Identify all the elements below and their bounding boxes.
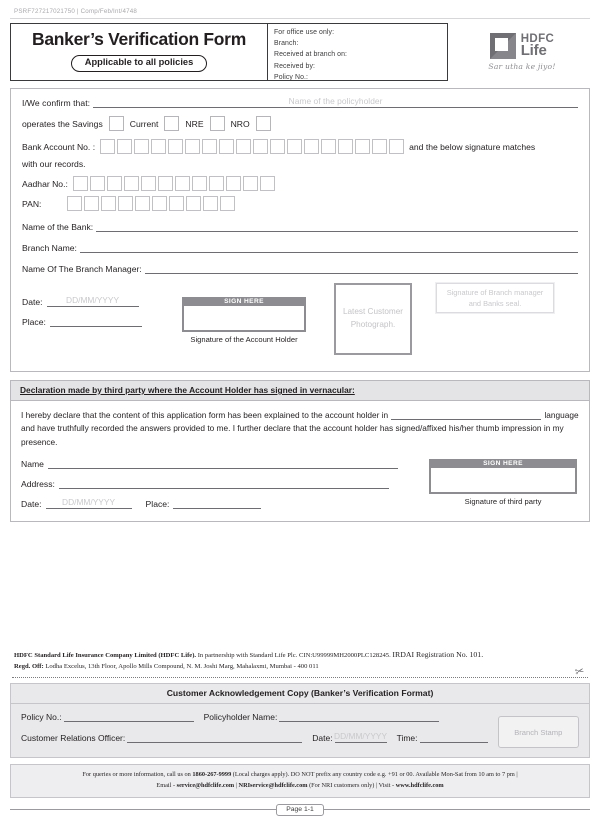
- declaration-body: [11, 401, 589, 521]
- place-row: [22, 317, 182, 327]
- third-party-signature-block: [429, 459, 577, 506]
- declaration-place-label: Place:: [146, 499, 170, 509]
- aadhar-row: [22, 176, 578, 191]
- contact-strip: [10, 764, 590, 797]
- ack-cro-label: Customer Relations Officer:: [21, 733, 125, 743]
- ack-date-input[interactable]: [335, 733, 387, 743]
- character-box[interactable]: [90, 176, 105, 191]
- checkbox-nro[interactable]: [256, 116, 271, 131]
- character-box[interactable]: [192, 176, 207, 191]
- character-box[interactable]: [270, 139, 285, 154]
- bank-name-row: [22, 222, 578, 232]
- office-use-received-on: Received at branch on:: [274, 49, 447, 60]
- branch-name-label: Branch Name:: [22, 243, 77, 253]
- office-use-title: For office use only:: [274, 27, 447, 38]
- legal-regd-off-label: Regd. Off:: [14, 663, 44, 670]
- ack-time-input[interactable]: [420, 733, 488, 743]
- third-party-signature-field[interactable]: [429, 468, 577, 494]
- declaration-heading: Declaration made by third party where the Account Holder has signed in vernacular:: [11, 381, 589, 401]
- character-box[interactable]: [141, 176, 156, 191]
- character-box[interactable]: [202, 139, 217, 154]
- logo-wordmark: [521, 34, 555, 58]
- acknowledgement-heading: Customer Acknowledgement Copy (Banker’s Verification Format): [11, 684, 589, 704]
- hdfc-logo-icon: [490, 33, 516, 59]
- declaration-name-input[interactable]: [48, 459, 398, 469]
- character-box[interactable]: [304, 139, 319, 154]
- contact-email-nri: NRIservice@hdfclife.com: [239, 782, 308, 789]
- date-place-column: [22, 283, 182, 337]
- character-box[interactable]: [186, 196, 201, 211]
- bank-account-label: Bank Account No. :: [22, 142, 95, 152]
- bank-name-label: Name of the Bank:: [22, 222, 93, 232]
- customer-photograph-box[interactable]: Latest Customer Photograph.: [334, 283, 412, 355]
- label-nre: NRE: [185, 119, 203, 129]
- third-party-signature-caption: Signature of third party: [429, 497, 577, 506]
- office-use-policy-no: Policy No.:: [274, 72, 447, 83]
- date-input[interactable]: [47, 297, 139, 307]
- legal-line-2: [14, 661, 586, 672]
- logo-hdfc-text: HDFC: [521, 34, 555, 45]
- logo-life-text: Life: [521, 44, 555, 58]
- contact-phone-number: 1860-267-9999: [192, 771, 231, 778]
- declaration-text: [21, 409, 579, 449]
- checkbox-nre[interactable]: [210, 116, 225, 131]
- ack-policy-no-label: Policy No.:: [21, 712, 62, 722]
- acknowledgement-fields: [21, 712, 498, 743]
- character-box[interactable]: [321, 139, 336, 154]
- character-box[interactable]: [243, 176, 258, 191]
- ack-date-label: Date:: [312, 733, 332, 743]
- third-party-sign-here-banner: SIGN HERE: [429, 459, 577, 468]
- applicability-badge: Applicable to all policies: [71, 55, 208, 72]
- checkbox-savings[interactable]: [109, 116, 124, 131]
- account-holder-signature-field[interactable]: [182, 306, 306, 332]
- character-box[interactable]: [203, 196, 218, 211]
- contact-email-label: Email -: [156, 782, 176, 789]
- contact-charges-text: (Local charges apply). DO NOT prefix any country code e.g. +91 or 00. Available Mon-Sat from 10 am to 7 pm |: [231, 771, 517, 778]
- page-footer: [10, 804, 590, 816]
- account-holder-signature-block: [182, 283, 306, 344]
- character-box[interactable]: [338, 139, 353, 154]
- policyholder-name-input[interactable]: [93, 98, 578, 108]
- pan-label: PAN:: [22, 199, 41, 209]
- branch-name-input[interactable]: [80, 243, 578, 253]
- footer-line-left: [10, 809, 276, 810]
- contact-visit-text: (For NRI customers only) | Visit -: [308, 782, 396, 789]
- declaration-date-placeholder: DD/MM/YYYY: [62, 497, 115, 507]
- place-label: Place:: [22, 317, 46, 327]
- character-box[interactable]: [260, 176, 275, 191]
- contact-email-service: service@hdfclife.com: [177, 782, 234, 789]
- ack-policy-row: [21, 712, 498, 722]
- contact-website: www.hdfclife.com: [396, 782, 444, 789]
- main-form-section: [10, 88, 590, 372]
- character-box[interactable]: [100, 139, 115, 154]
- label-nro: NRO: [231, 119, 250, 129]
- character-box[interactable]: [158, 176, 173, 191]
- legal-line-1: [14, 648, 586, 661]
- office-use-block: [268, 23, 448, 81]
- character-box[interactable]: [67, 196, 82, 211]
- legal-partnership-text: In partnership with Standard Life Plc. CIN:U99999MH2000PLC128245.: [196, 652, 392, 659]
- character-box[interactable]: [175, 176, 190, 191]
- character-box[interactable]: [107, 176, 122, 191]
- logo-row: [490, 33, 555, 59]
- operates-savings-label: operates the Savings: [22, 119, 103, 129]
- vernacular-language-input[interactable]: [391, 411, 541, 420]
- footer-line-right: [324, 809, 590, 810]
- character-box[interactable]: [219, 139, 234, 154]
- character-box[interactable]: [389, 139, 404, 154]
- account-type-row: [22, 116, 578, 131]
- branch-name-row: [22, 243, 578, 253]
- legal-company-name: HDFC Standard Life Insurance Company Limited (HDFC Life).: [14, 652, 196, 659]
- office-use-branch: Branch:: [274, 38, 447, 49]
- bank-account-input[interactable]: [100, 139, 404, 154]
- character-box[interactable]: [355, 139, 370, 154]
- bank-account-tail-text-2: with our records.: [22, 159, 578, 169]
- place-input[interactable]: [50, 317, 142, 327]
- ack-policyholder-name-input[interactable]: [279, 712, 439, 722]
- contact-email-separator: |: [234, 782, 238, 789]
- date-placeholder: DD/MM/YYYY: [66, 295, 119, 305]
- character-box[interactable]: [124, 176, 139, 191]
- ack-policy-no-input[interactable]: [64, 712, 194, 722]
- contact-line-1: [17, 769, 583, 780]
- date-label: Date:: [22, 297, 43, 307]
- character-box[interactable]: [73, 176, 88, 191]
- character-box[interactable]: [84, 196, 99, 211]
- pan-input[interactable]: [67, 196, 235, 211]
- branch-stamp-box[interactable]: Branch Stamp: [498, 716, 579, 748]
- declaration-date-label: Date:: [21, 499, 42, 509]
- branch-manager-label: Name Of The Branch Manager:: [22, 264, 142, 274]
- character-box[interactable]: [226, 176, 241, 191]
- contact-call-text: For queries or more information, call us on: [82, 771, 192, 778]
- account-holder-signature-caption: Signature of the Account Holder: [182, 335, 306, 344]
- aadhar-input[interactable]: [73, 176, 275, 191]
- brand-logo: [448, 23, 590, 81]
- acknowledgement-section: [10, 683, 590, 758]
- aadhar-label: Aadhar No.:: [22, 179, 68, 189]
- title-block: [10, 23, 268, 81]
- declaration-address-label: Address:: [21, 479, 55, 489]
- character-box[interactable]: [209, 176, 224, 191]
- contact-line-2: [17, 780, 583, 791]
- character-box[interactable]: [151, 139, 166, 154]
- character-box[interactable]: [134, 139, 149, 154]
- date-row: [22, 297, 182, 307]
- branch-manager-input[interactable]: [145, 264, 578, 274]
- confirm-row: [22, 98, 578, 108]
- form-header: [10, 23, 590, 81]
- page-title: Banker’s Verification Form: [32, 30, 246, 49]
- character-box[interactable]: [101, 196, 116, 211]
- branch-manager-seal-box[interactable]: Signature of Branch manager and Banks seal.: [436, 283, 554, 313]
- logo-tagline: Sar utha ke jiyo!: [488, 62, 555, 71]
- cut-here-divider: [12, 677, 588, 678]
- declaration-text-part2: language and have truthfully recorded the answers provided to me. I further declare that the account holder has signed/affixed his/her thumb impression in my presence.: [21, 410, 579, 447]
- ack-time-label: Time:: [397, 733, 418, 743]
- bank-account-row: [22, 139, 578, 154]
- page-number-label: Page 1-1: [276, 804, 324, 816]
- character-box[interactable]: [152, 196, 167, 211]
- office-use-received-by: Received by:: [274, 61, 447, 72]
- declaration-date-input[interactable]: [46, 499, 132, 509]
- ack-cro-row: [21, 733, 498, 743]
- ack-cro-input[interactable]: [127, 733, 302, 743]
- character-box[interactable]: [287, 139, 302, 154]
- character-box[interactable]: [253, 139, 268, 154]
- ack-date-placeholder: DD/MM/YYYY: [334, 731, 387, 741]
- confirm-label: I/We confirm that:: [22, 98, 90, 108]
- declaration-name-label: Name: [21, 459, 44, 469]
- pan-row: [22, 196, 578, 211]
- character-box[interactable]: [118, 196, 133, 211]
- label-current: Current: [130, 119, 159, 129]
- declaration-place-input[interactable]: [173, 499, 261, 509]
- acknowledgement-body: [11, 704, 589, 757]
- document-reference-code: PSRF727217021750 | Comp/Feb/Int/4748: [10, 6, 590, 19]
- declaration-text-part1: I hereby declare that the content of this application form has been explained to the account holder in: [21, 410, 388, 420]
- character-box[interactable]: [168, 139, 183, 154]
- declaration-section: [10, 380, 590, 522]
- character-box[interactable]: [372, 139, 387, 154]
- declaration-address-input[interactable]: [59, 479, 389, 489]
- character-box[interactable]: [169, 196, 184, 211]
- character-box[interactable]: [236, 139, 251, 154]
- scissors-icon: ✂: [573, 665, 585, 680]
- legal-regd-off-address: Lodha Excelus, 13th Floor, Apollo Mills Compound, N. M. Joshi Marg, Mahalaxmi, Mumbai - 400 011: [44, 663, 319, 670]
- character-box[interactable]: [135, 196, 150, 211]
- signature-area: [22, 283, 578, 361]
- bank-account-tail-text: and the below signature matches: [409, 142, 535, 152]
- ack-policyholder-name-label: Policyholder Name:: [204, 712, 278, 722]
- policyholder-name-placeholder: Name of the policyholder: [289, 96, 383, 106]
- legal-disclaimer: [10, 648, 590, 672]
- character-box[interactable]: [117, 139, 132, 154]
- legal-irdai-registration: IRDAI Registration No. 101.: [392, 650, 483, 659]
- sign-here-banner: SIGN HERE: [182, 297, 306, 306]
- bank-name-input[interactable]: [96, 222, 578, 232]
- branch-manager-row: [22, 264, 578, 274]
- character-box[interactable]: [220, 196, 235, 211]
- character-box[interactable]: [185, 139, 200, 154]
- checkbox-current[interactable]: [164, 116, 179, 131]
